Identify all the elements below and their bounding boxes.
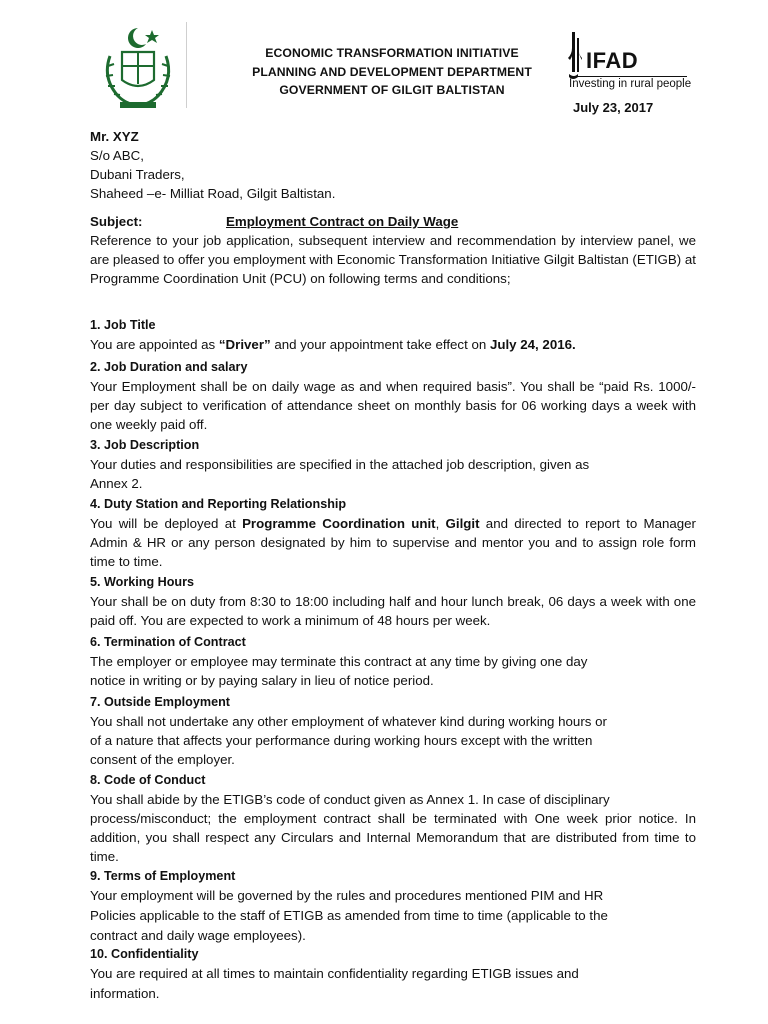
subject-label: Subject: [90, 214, 143, 229]
section-heading: 3. Job Description [90, 438, 200, 452]
section-job-title [90, 316, 696, 354]
section-working-hours [90, 573, 696, 630]
section-code-of-conduct [90, 771, 696, 866]
section-body: process/misconduct; the employment contract shall be terminated with One week prior notice. In addition, you shall respect any Circulars and Internal Memorandum that are distributed from time to time. [90, 811, 696, 864]
section-body-line: consent of the employer. [90, 752, 235, 767]
text-run: You will be deployed at [90, 516, 243, 531]
addressee-line: S/o ABC, [90, 148, 144, 163]
section-job-description [90, 436, 696, 493]
ifad-logo-text: IFAD [586, 48, 639, 73]
header-line-1: ECONOMIC TRANSFORMATION INITIATIVE [265, 46, 519, 60]
ifad-tagline: Investing in rural people [569, 78, 692, 90]
letterhead-title [216, 44, 568, 100]
section-body: Your shall be on duty from 8:30 to 18:00 including half and hour lunch break, 06 days a week with one paid off. You are expected to work a minimum of 48 hours per week. [90, 594, 696, 628]
section-heading: 6. Termination of Contract [90, 635, 246, 649]
addressee-name: Mr. XYZ [90, 129, 139, 144]
subject-line [90, 212, 696, 231]
section-body-line: Annex 2. [90, 476, 143, 491]
section-confidentiality [90, 944, 696, 1004]
section-body-line: You shall abide by the ETIGB’s code of conduct given as Annex 1. In case of disciplinary [90, 792, 610, 807]
section-body-line: Your employment will be governed by the rules and procedures mentioned PIM and HR [90, 888, 604, 903]
duty-city-value: Gilgit [445, 516, 480, 531]
text-run: , [435, 516, 446, 531]
section-terms-of-employment [90, 866, 696, 946]
section-body-line: notice in writing or by paying salary in lieu of notice period. [90, 673, 434, 688]
header-line-3: GOVERNMENT OF GILGIT BALTISTAN [279, 83, 505, 97]
addressee-line: Shaheed –e- Milliat Road, Gilgit Baltistan. [90, 186, 336, 201]
text-run: You are appointed as [90, 337, 219, 352]
job-title-value: “Driver” [218, 337, 271, 352]
section-body [90, 514, 696, 571]
section-heading: 5. Working Hours [90, 575, 195, 589]
section-body-line: information. [90, 986, 160, 1001]
section-job-duration [90, 358, 696, 434]
start-date-value: July 24, 2016 [489, 337, 573, 352]
addressee-block [90, 127, 696, 203]
section-body-line: contract and daily wage employees). [90, 928, 306, 943]
section-heading: 10. Confidentiality [90, 947, 199, 961]
section-body [90, 335, 696, 354]
addressee-line: Dubani Traders, [90, 167, 185, 182]
section-body: Your Employment shall be on daily wage as and when required basis”. You shall be “paid Rs. 1000/- per day subject to verification of attendance sheet on monthly basis for 06 working days a week with one weekly paid off. [90, 379, 696, 432]
section-heading: 9. Terms of Employment [90, 869, 236, 883]
section-body-line: You shall not undertake any other employment of whatever kind during working hours or [90, 714, 607, 729]
section-body-line: of a nature that affects your performance during working hours except with the written [90, 733, 593, 748]
section-heading: 7. Outside Employment [90, 695, 230, 709]
section-body-line: Policies applicable to the staff of ETIGB as amended from time to time (applicable to the [90, 908, 608, 923]
subject-title: Employment Contract on Daily Wage [226, 214, 459, 229]
text-run: . [572, 337, 576, 352]
government-emblem [96, 22, 180, 114]
section-heading: 4. Duty Station and Reporting Relationship [90, 497, 347, 511]
header-line-2: PLANNING AND DEVELOPMENT DEPARTMENT [252, 64, 532, 79]
text-run: and directed to report to Manager Admin & HR or any person designated by him to supervise and mentor you and to assign role form time to time. [90, 516, 696, 569]
section-duty-station [90, 495, 696, 571]
letter-date: July 23, 2017 [573, 100, 654, 115]
section-body-line: Your duties and responsibilities are specified in the attached job description, given as [90, 457, 590, 472]
section-body-line: You are required at all times to maintain confidentiality regarding ETIGB issues and [90, 966, 579, 981]
section-termination [90, 633, 696, 690]
section-heading: 8. Code of Conduct [90, 773, 206, 787]
text-run: and your appointment take effect on [270, 337, 490, 352]
header-divider [186, 22, 187, 108]
section-outside-employment [90, 693, 696, 769]
intro-paragraph: Reference to your job application, subsequent interview and recommendation by interview panel, we are pleased to offer you employment with Economic Transformation Initiative Gilgit Baltistan (ETIGB) at Programme Coordination Unit (PCU) on following terms and conditions; [90, 233, 696, 286]
section-heading: 1. Job Title [90, 318, 156, 332]
section-heading: 2. Job Duration and salary [90, 360, 248, 374]
ifad-logo-rule [569, 76, 687, 77]
duty-station-value: Programme Coordination unit [242, 516, 436, 531]
section-body-line: The employer or employee may terminate this contract at any time by giving one day [90, 654, 588, 669]
